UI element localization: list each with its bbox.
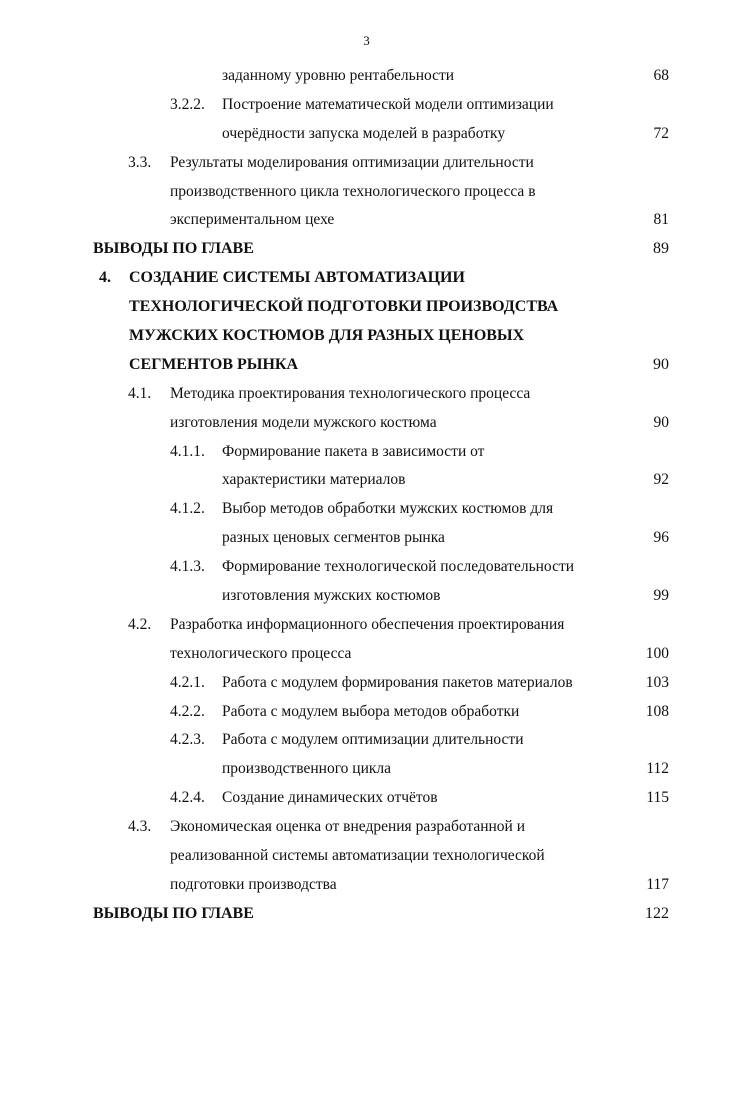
toc-entry-text: Экономическая оценка от внедрения разработанной и [170,818,526,836]
toc-line [0,264,733,293]
toc-line [0,813,733,842]
toc-entry-number: 4.3. [128,818,152,836]
toc-entry-number: 4.2. [128,615,152,633]
toc-line [0,322,733,351]
toc-entry-text: Формирование пакета в зависимости от [222,442,485,460]
toc-entry-text: заданному уровню рентабельности [222,67,455,84]
toc-line [0,698,733,727]
toc-line [0,871,733,900]
toc-entry-text: Результаты моделирования оптимизации длительности [170,153,534,171]
toc-page-number: 117 [646,875,669,893]
toc-line [0,120,733,149]
toc-entry-number: 4.1.1. [170,442,205,460]
toc-line [0,495,733,524]
toc-entry-text: СОЗДАНИЕ СИСТЕМЫ АВТОМАТИЗАЦИИ [129,269,465,287]
toc-entry-text: технологического процесса [170,644,352,662]
toc-entry-text: ВЫВОДЫ ПО ГЛАВЕ [93,904,254,922]
toc-entry-text: изготовления модели мужского костюма [170,413,437,431]
toc-entry-text: Работа с модулем оптимизации длительности [222,731,524,749]
toc-page-number: 100 [645,644,669,662]
toc-entry-text: СЕГМЕНТОВ РЫНКА [129,355,299,373]
toc-page-number: 89 [653,240,669,258]
toc-line [0,149,733,178]
toc-entry-number: 3.2.2. [170,95,205,113]
toc-line [0,524,733,553]
toc-entry-number: 4.2.2. [170,702,205,720]
toc-line [0,178,733,207]
toc-entry-text: МУЖСКИХ КОСТЮМОВ ДЛЯ РАЗНЫХ ЦЕНОВЫХ [129,327,525,345]
toc-entry-text: ТЕХНОЛОГИЧЕСКОЙ ПОДГОТОВКИ ПРОИЗВОДСТВА [129,298,559,316]
toc-page-number: 103 [645,673,669,691]
toc-page-number: 90 [653,413,669,431]
toc-page-number: 122 [645,904,669,922]
toc-entry-text: Создание динамических отчётов [222,789,438,807]
toc-line [0,351,733,380]
toc-line [0,669,733,698]
toc-line [0,640,733,669]
toc-entry-number: 4.2.1. [170,673,205,691]
toc-line [0,409,733,438]
toc-line [0,235,733,264]
toc-entry-text: производственного цикла технологического процесса в [170,182,536,200]
toc-line [0,91,733,120]
toc-entry-text: экспериментальном цехе [170,211,335,229]
toc-page-number: 99 [653,587,669,605]
toc-entry-text: Работа с модулем формирования пакетов материалов [222,673,573,691]
toc-page-number: 92 [653,471,669,489]
toc-entry-text: подготовки производства [170,875,337,893]
toc-entry-text: Работа с модулем выбора методов обработки [222,702,520,720]
toc-line [0,553,733,582]
toc-entry-text: Разработка информационного обеспечения проектирования [170,615,565,633]
toc-entry-number: 4. [99,269,111,287]
toc-page-number: 112 [646,760,669,778]
toc-line [0,611,733,640]
toc-line [0,466,733,495]
toc-entry-text: реализованной системы автоматизации технологической [170,847,545,865]
toc-entry-text: ВЫВОДЫ ПО ГЛАВЕ [93,240,254,258]
toc-page-number: 115 [646,789,669,807]
toc-entry-text: Методика проектирования технологического процесса [170,384,531,402]
toc-line [0,900,733,929]
toc-entry-text: производственного цикла [222,760,392,778]
toc-entry-text: Выбор методов обработки мужских костюмов для [222,500,554,518]
toc-entry-number: 4.1. [128,384,152,402]
toc-page-number: 81 [653,211,669,229]
toc-line [0,293,733,322]
toc-entry-text: Формирование технологической последовательности [222,558,575,576]
toc-page-number: 108 [645,702,669,720]
toc-entry-number: 3.3. [128,153,152,171]
page-number: 3 [363,33,370,48]
toc-entry-number: 4.2.3. [170,731,205,749]
toc-line [0,380,733,409]
toc-line [0,206,733,235]
toc-page-number: 72 [653,124,669,142]
toc-entry-number: 4.2.4. [170,789,205,807]
toc-line [0,438,733,467]
toc-line [0,755,733,784]
toc-page-number: 96 [653,529,669,547]
table-of-contents [0,62,733,929]
toc-line [0,842,733,871]
toc-entry-text: Построение математической модели оптимизации [222,95,554,113]
toc-entry-text: характеристики материалов [222,471,406,489]
toc-entry-number: 4.1.3. [170,558,205,576]
toc-entry-number: 4.1.2. [170,500,205,518]
toc-entry-text: разных ценовых сегментов рынка [222,529,445,547]
toc-entry-text: очерёдности запуска моделей в разработку [222,124,506,142]
toc-line [0,726,733,755]
toc-entry-text: изготовления мужских костюмов [222,587,441,605]
toc-page-number: 90 [653,355,669,373]
toc-line [0,784,733,813]
toc-line [0,62,733,91]
toc-line [0,582,733,611]
toc-page-number: 68 [653,67,669,84]
